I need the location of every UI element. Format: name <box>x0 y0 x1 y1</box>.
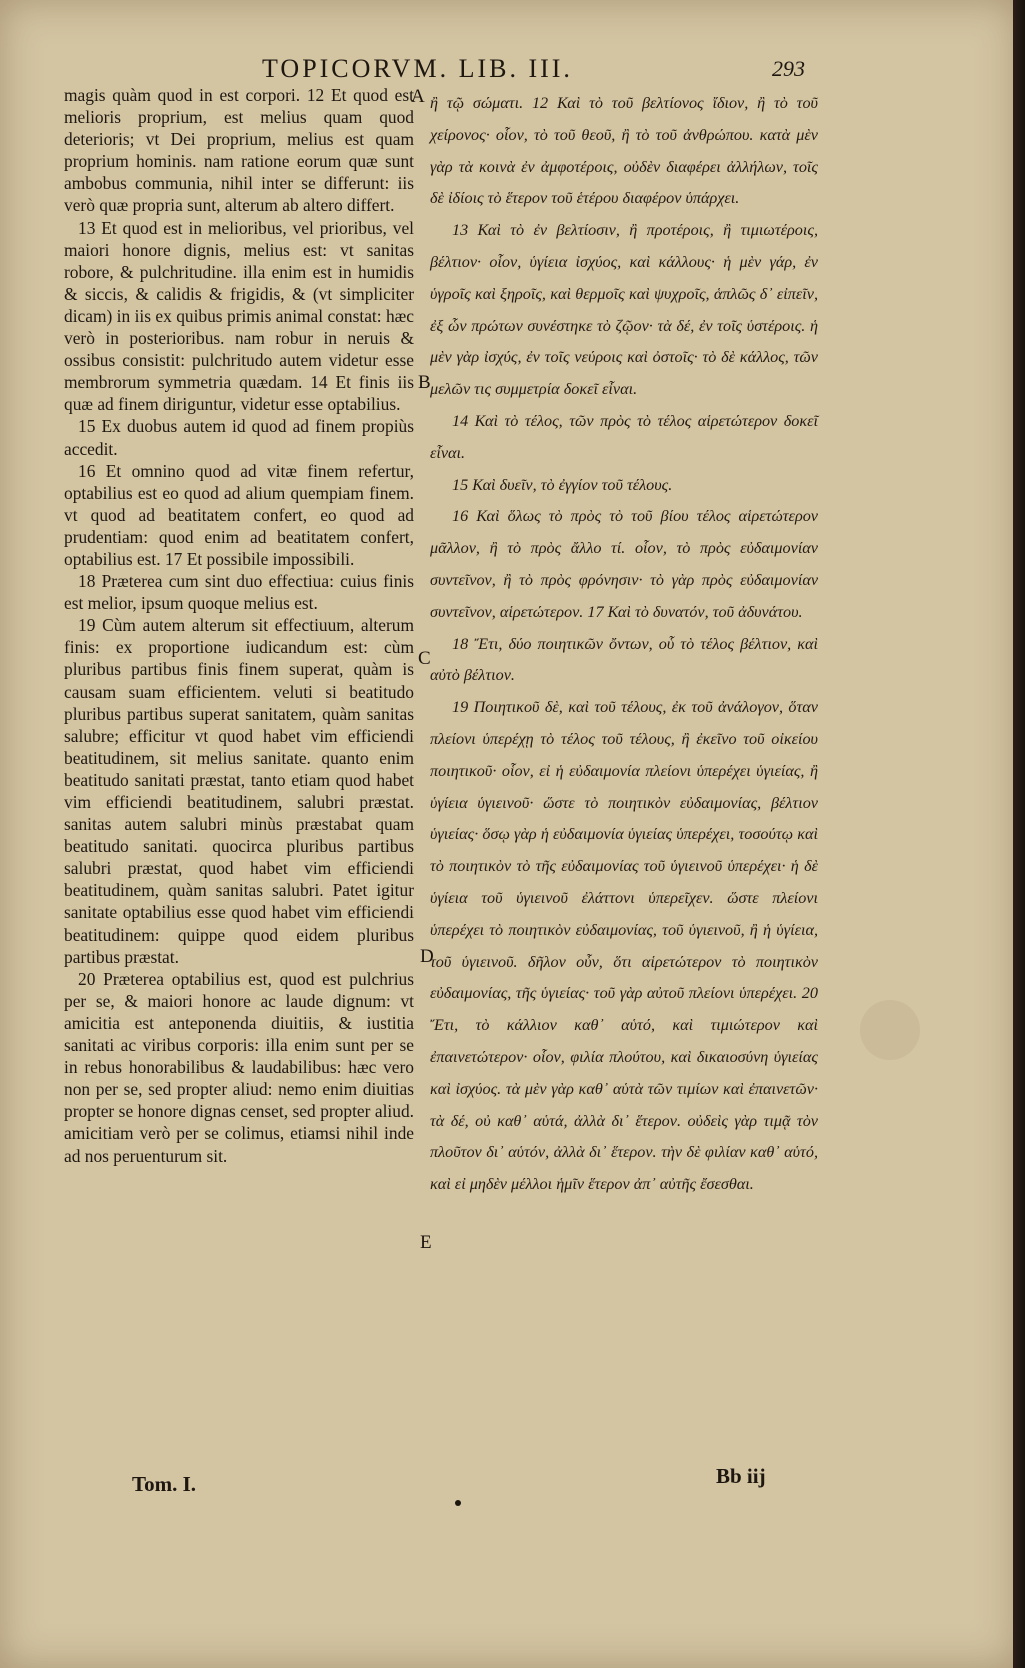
ink-dot <box>455 1500 461 1506</box>
running-title: TOPICORVM. LIB. III. <box>262 54 573 83</box>
greek-paragraph: 19 Ποιητικοῦ δὲ, καὶ τοῦ τέλους, ἐκ τοῦ ἀνάλογον, ὅταν πλείονι ὑπερέχῃ τὸ τέλος τοῦ τέλους, ἢ ἐκεῖνο τοῦ οἰκείου ποιητικοῦ· οἷον, εἰ ἡ εὐδαιμονία πλείονι ὑπερέχει ὑγιείας, ἢ ὑγίεια ὑγιεινοῦ· ὥστε τὸ ποιητικὸν εὐδαιμονίας, βέλτιον ὑγιείας· ὅσῳ γὰρ ἡ εὐδαιμονία ὑγιείας ὑπερέχει, τοσούτῳ καὶ τὸ ποιητικὸν τὸ τῆς εὐδαιμονίας τοῦ ὑγιεινοῦ ὑπερέχει· ἡ δὲ ὑγίεια τοῦ ὑγιεινοῦ ἐλάττονι ὑπερεῖχεν. ὥστε πλείονι ὑπερέχει τὸ ποιητικὸν εὐδαιμονίας, τοῦ ὑγιεινοῦ, ἢ ἡ ὑγίεια, τοῦ ὑγιεινοῦ. δῆλον οὖν, ὅτι αἱρετώτερον τὸ ποιητικὸν εὐδαιμονίας, τῆς ὑγιείας· τοῦ γὰρ αὐτοῦ πλείονι ὑπερέχει. 20 Ἔτι, τὸ κάλλιον καθ᾽ αὑτό, καὶ τιμιώτερον καὶ ἐπαινετώτερον· οἷον, φιλία πλούτου, καὶ δικαιοσύνη ὑγιείας καὶ ἰσχύος. τὰ μὲν γὰρ καθ᾽ αὑτὰ τῶν τιμίων καὶ ἐπαινετῶν· τὰ δέ, οὐ καθ᾽ αὑτά, ἀλλὰ δι᾽ ἕτερον. οὐδεὶς γὰρ τιμᾷ τὸν πλοῦτον δι᾽ αὑτόν, ἀλλὰ δι᾽ ἕτερον. τὴν δὲ φιλίαν καθ᾽ αὑτό, καὶ εἰ μηδὲν μέλλοι ἡμῖν ἕτερον ἀπ᾽ αὐτῆς ἔσεσθαι. <box>430 698 818 1194</box>
latin-paragraph: 19 Cùm autem alterum sit effectiuum, alterum finis: ex proportione iudicandum est: cùm pluribus partibus finis finem superat, quàm is causam suam efficientem. veluti si beatitudo pluribus partibus superat sanitatem, quàm sanitas salubre; efficitur vt quod habet vim efficiendi beatitudinem, sit melius sanitate. quanto enim beatitudo sanitati præstat, tanto etiam quod habet vim efficiendi beatitudinem, salubri præstat. sanitas autem salubri minùs præstabat quam beatitudo sanitati. quocirca pluribus partibus salubri præstat, quod habet vim efficiendi beatitudinem, quàm sanitas salubri. Patet igitur sanitate optabilius esse quod habet vim efficiendi beatitudinem: quippe quod eidem pluribus partibus præstat. <box>64 615 414 967</box>
greek-paragraph: ἢ τῷ σώματι. 12 Καὶ τὸ τοῦ βελτίονος ἴδιον, ἢ τὸ τοῦ χείρονος· οἷον, τὸ τοῦ θεοῦ, ἢ τὸ τοῦ ἀνθρώπου. κατὰ μὲν γὰρ τὰ κοινὰ ἐν ἀμφοτέροις, οὐδὲν διαφέρει ἀλλήλων, τοῖς δὲ ἰδίοις τὸ ἕτερον τοῦ ἑτέρου διαφέρον ὑπάρχει. <box>430 94 818 208</box>
page-number: 293 <box>772 56 805 81</box>
greek-paragraph: 18 Ἔτι, δύο ποιητικῶν ὄντων, οὗ τὸ τέλος βέλτιον, καὶ αὐτὸ βέλτιον. <box>430 634 818 685</box>
latin-paragraph: 18 Præterea cum sint duo effectiua: cuius finis est melior, ipsum quoque melius est. <box>64 571 414 614</box>
volume-label: Tom. I. <box>132 1472 196 1496</box>
greek-paragraph: 16 Καὶ ὅλως τὸ πρὸς τὸ τοῦ βίου τέλος αἱρετώτερον μᾶλλον, ἢ τὸ πρὸς ἄλλο τί. οἷον, τὸ πρὸς εὐδαιμονίαν συντεῖνον, ἢ τὸ πρὸς φρόνησιν· τὸ γὰρ πρὸς εὐδαιμονίαν συντεῖνον, αἱρετώτερον. 17 Καὶ τὸ δυνατόν, τοῦ ἀδυνάτου. <box>430 507 818 621</box>
margin-marker-b: B <box>418 372 431 393</box>
page-edge <box>1013 0 1025 1668</box>
greek-paragraph: 13 Καὶ τὸ ἐν βελτίοσιν, ἢ προτέροις, ἢ τιμιωτέροις, βέλτιον· οἷον, ὑγίεια ἰσχύος, καὶ κάλλους· ἡ μὲν γάρ, ἐν ὑγροῖς καὶ ξηροῖς, καὶ θερμοῖς καὶ ψυχροῖς, ἁπλῶς δ᾽ εἰπεῖν, ἐξ ὧν πρώτων συνέστηκε τὸ ζῷον· τὰ δέ, ἐν τοῖς ὑστέροις. ἡ μὲν γὰρ ἰσχύς, ἐν τοῖς νεύροις καὶ ὀστοῖς· τὸ δὲ κάλλος, τῶν μελῶν τις συμμετρία δοκεῖ εἶναι. <box>430 221 818 399</box>
greek-paragraph: 15 Καὶ δυεῖν, τὸ ἐγγίον τοῦ τέλους. <box>452 475 673 494</box>
greek-paragraph: 14 Καὶ τὸ τέλος, τῶν πρὸς τὸ τέλος αἱρετώτερον δοκεῖ εἶναι. <box>430 411 818 462</box>
margin-marker-d: D <box>420 946 434 967</box>
margin-marker-a: A <box>411 86 425 107</box>
latin-paragraph: magis quàm quod in est corpori. 12 Et quod est melioris proprium, est melius quam quod deterioris; vt Dei proprium, melius est quam proprium hominis. nam ratione eorum quæ sunt ambobus communia, nihil inter se differunt: iis verò quæ propria sunt, alterum ab altero differt. <box>64 85 414 216</box>
greek-column <box>430 88 818 1201</box>
latin-paragraph: 16 Et omnino quod ad vitæ finem refertur, optabilius est eo quod ad alium quempiam finem. vt quod ad beatitatem confert, eo quod ad prudentiam: quod enim ad beatitatem confert, optabilius est. 17 Et possibile impossibili. <box>64 460 414 569</box>
signature-mark: Bb iij <box>716 1464 766 1488</box>
latin-paragraph: 20 Præterea optabilius est, quod est pulchrius per se, & maiori honore ac laude dignum: vt amicitia est anteponenda diuitiis, & iustitia sanitati ac viribus corporis: illa enim sunt per se in rebus honorabilibus & laudabilibus: hæc vero non per se, sed propter aliud: nemo enim diuitias propter se honore dignas censet, sed propter aliud. amicitiam verò per se colimus, etiamsi nihil inde ad nos peruenturum sit. <box>64 968 414 1166</box>
margin-marker-c: C <box>418 648 431 669</box>
paper-stain <box>860 1000 920 1060</box>
latin-paragraph: 15 Ex duobus autem id quod ad finem propiùs accedit. <box>64 416 414 459</box>
latin-column <box>64 84 414 1167</box>
margin-marker-e: E <box>420 1232 432 1253</box>
latin-paragraph: 13 Et quod est in melioribus, vel prioribus, vel maiori honore dignis, melius est: vt sanitas robore, & pulchritudine. illa enim est in humidis & siccis, & calidis & frigidis, & (vt simpliciter dicam) in iis ex quibus primis animal constat: hæc verò in posterioribus. nam robur in neruis & ossibus consistit: pulchritudo autem videtur esse membrorum symmetria quædam. 14 Et finis iis quæ ad finem diriguntur, videtur esse optabilius. <box>64 217 414 415</box>
